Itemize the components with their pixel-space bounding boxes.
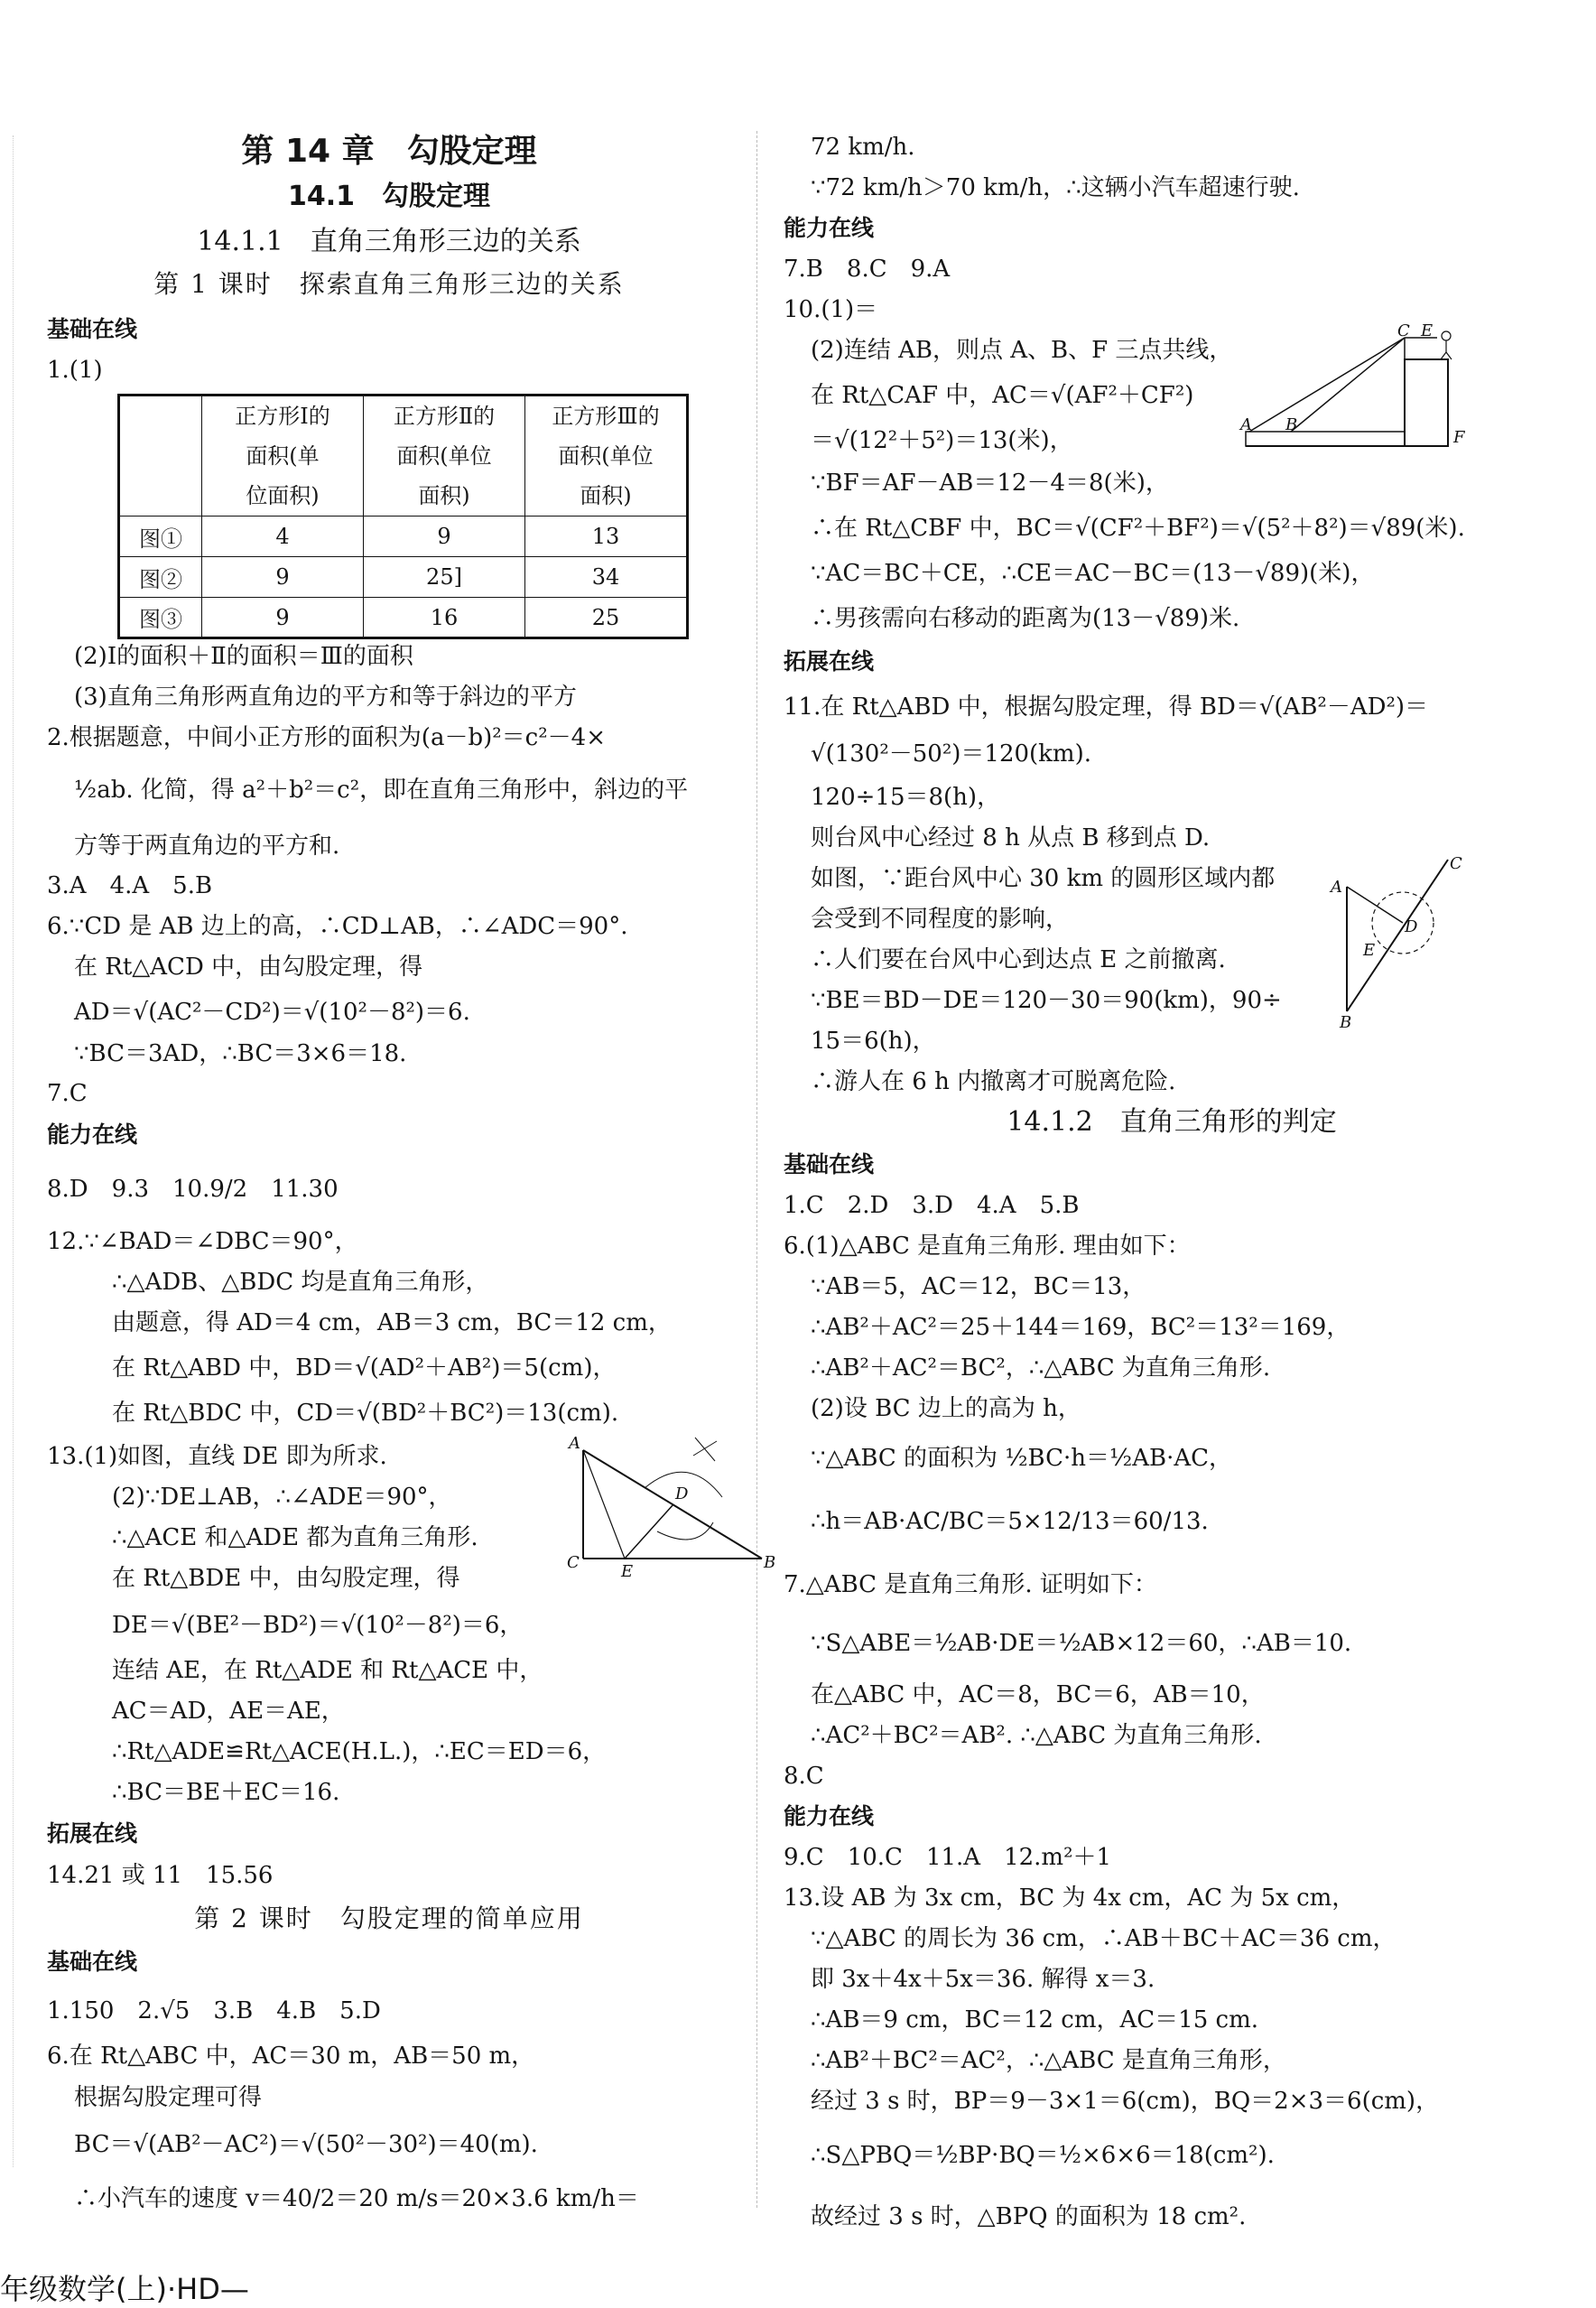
answer-line: ½ab. 化简，得 a²＋b²＝c²，即在直角三角形中，斜边的平 <box>74 777 689 804</box>
point-label: E <box>1363 941 1376 960</box>
answer-line: 2.根据题意，中间小正方形的面积为(a－b)²＝c²－4× <box>47 724 606 751</box>
answer-line: (2)设 BC 边上的高为 h， <box>811 1395 1081 1422</box>
answer-line: 8.C <box>784 1763 824 1790</box>
table-header-cell: 正方形Ⅰ的 面积(单 位面积) <box>202 396 364 517</box>
answer-line: 7.B 8.C 9.A <box>784 256 951 283</box>
table-cell: 图② <box>119 557 202 598</box>
answer-line: 6.在 Rt△ABC 中，AC＝30 m，AB＝50 m， <box>47 2043 535 2070</box>
table-cell: 16 <box>364 598 525 638</box>
chapter-title: 第 14 章 勾股定理 <box>241 133 537 170</box>
answer-line: 12.∵∠BAD＝∠DBC＝90°， <box>47 1228 358 1255</box>
answer-line: ∴人们要在台风中心到达点 E 之前撤离. <box>811 946 1226 973</box>
answer-line: ∵AB＝5，AC＝12，BC＝13， <box>811 1273 1146 1300</box>
point-label: D <box>1405 917 1418 936</box>
answer-line: AD＝√(AC²－CD²)＝√(10²－8²)＝6. <box>74 999 470 1026</box>
answer-line: 6.∵CD 是 AB 边上的高，∴CD⊥AB，∴∠ADC＝90°. <box>47 913 628 940</box>
lesson2-title: 第 2 课时 勾股定理的简单应用 <box>194 1903 584 1933</box>
answer-line: ∵BC＝3AD，∴BC＝3×6＝18. <box>74 1040 407 1067</box>
table-row <box>119 557 688 598</box>
page-footer: 年级数学(上)·HD— <box>0 2272 249 2306</box>
answer-line: ∴S△PBQ＝½BP·BQ＝½×6×6＝18(cm²). <box>811 2142 1275 2169</box>
table-header-row <box>119 396 688 517</box>
point-label: C <box>1450 854 1462 873</box>
section-label-ability: 能力在线 <box>784 215 875 241</box>
answer-line: ∵S△ABE＝½AB·DE＝½AB×12＝60，∴AB＝10. <box>811 1630 1352 1657</box>
answer-line: 7.C <box>47 1080 88 1107</box>
answer-line: 由题意，得 AD＝4 cm，AB＝3 cm，BC＝12 cm， <box>112 1309 672 1336</box>
answer-line: 方等于两直角边的平方和. <box>74 833 340 860</box>
point-label: B <box>1285 415 1298 434</box>
table-cell: 13 <box>525 517 688 557</box>
answer-line: ∴小汽车的速度 v＝40/2＝20 m/s＝20×3.6 km/h＝ <box>74 2185 639 2212</box>
answer-line: 1.C 2.D 3.D 4.A 5.B <box>784 1192 1080 1219</box>
answer-line: 连结 AE，在 Rt△ADE 和 Rt△ACE 中， <box>112 1657 543 1684</box>
table-cell: 图① <box>119 517 202 557</box>
answer-line: ∴AB＝9 cm，BC＝12 cm，AC＝15 cm. <box>811 2006 1258 2033</box>
answer-line: ∴h＝AB·AC/BC＝5×12/13＝60/13. <box>811 1508 1209 1535</box>
answer-line: ∴AC²＋BC²＝AB². ∴△ABC 为直角三角形. <box>811 1722 1262 1749</box>
table-header-cell: 正方形Ⅱ的 面积(单位 面积) <box>364 396 525 517</box>
section-label-ability: 能力在线 <box>784 1803 875 1829</box>
answer-line: 会受到不同程度的影响， <box>811 906 1070 933</box>
point-label: A <box>569 1434 580 1453</box>
column-divider <box>756 131 758 2208</box>
area-table <box>117 394 689 639</box>
answer-line: 在 Rt△BDC 中，CD＝√(BD²＋BC²)＝13(cm). <box>112 1400 619 1427</box>
answer-line: (2)∵DE⊥AB，∴∠ADE＝90°， <box>112 1484 452 1511</box>
point-label: C <box>567 1553 580 1572</box>
answer-line: 在 Rt△BDE 中，由勾股定理，得 <box>112 1565 460 1592</box>
answer-line: ∵BE＝BD－DE＝120－30＝90(km)，90÷ <box>811 987 1282 1014</box>
section-label-basic: 基础在线 <box>47 316 138 342</box>
answer-line: 9.C 10.C 11.A 12.m²＋1 <box>784 1844 1112 1871</box>
table-cell: 25] <box>364 557 525 598</box>
answer-line: 如图，∵距台风中心 30 km 的圆形区域内都 <box>811 865 1276 892</box>
table-cell: 图③ <box>119 598 202 638</box>
typhoon-figure-11 <box>1325 849 1462 1032</box>
answer-line: 72 km/h. <box>811 134 915 161</box>
point-label: D <box>675 1484 689 1503</box>
answer-line: ∴AB²＋BC²＝AC²，∴△ABC 是直角三角形， <box>811 2047 1286 2074</box>
answer-line: √(130²－50²)＝120(km). <box>811 740 1091 768</box>
section-title: 14.1 勾股定理 <box>287 181 491 212</box>
answer-line: ∵AC＝BC＋CE，∴CE＝AC－BC＝(13－√89)(米)， <box>811 560 1375 587</box>
answer-line: 在△ABC 中，AC＝8，BC＝6，AB＝10， <box>811 1681 1265 1708</box>
answer-line: 在 Rt△ACD 中，由勾股定理，得 <box>74 954 423 981</box>
answer-line: DE＝√(BE²－BD²)＝√(10²－8²)＝6， <box>112 1612 524 1639</box>
answer-line: ∵△ABC 的周长为 36 cm，∴AB＋BC＋AC＝36 cm， <box>811 1925 1396 1952</box>
answer-line: 在 Rt△ABD 中，BD＝√(AD²＋AB²)＝5(cm)， <box>112 1354 617 1382</box>
section-label-extension: 拓展在线 <box>47 1820 138 1847</box>
answer-line: (2)Ⅰ的面积＋Ⅱ的面积＝Ⅲ的面积 <box>74 643 413 670</box>
subsection-title: 14.1.1 直角三角形三边的关系 <box>197 226 581 257</box>
section-label-basic: 基础在线 <box>784 1151 875 1177</box>
section-label-extension: 拓展在线 <box>784 648 875 675</box>
table-corner-cell <box>119 396 202 517</box>
answer-line: 根据勾股定理可得 <box>74 2084 263 2111</box>
point-label: B <box>764 1553 776 1572</box>
answer-line: BC＝√(AB²－AC²)＝√(50²－30²)＝40(m). <box>74 2131 538 2158</box>
answer-line: ∵72 km/h＞70 km/h，∴这辆小汽车超速行驶. <box>811 174 1300 201</box>
subsection2-title: 14.1.2 直角三角形的判定 <box>1007 1106 1337 1138</box>
answer-line: ∴游人在 6 h 内撤离才可脱离危险. <box>811 1068 1176 1095</box>
answer-line: 1.150 2.√5 3.B 4.B 5.D <box>47 1997 381 2024</box>
lesson1-title: 第 1 课时 探索直角三角形三边的关系 <box>153 269 625 299</box>
answer-line: ∴△ACE 和△ADE 都为直角三角形. <box>112 1524 478 1551</box>
answer-line: 15＝6(h)， <box>811 1028 936 1055</box>
point-label: C <box>1397 321 1410 340</box>
table-cell: 4 <box>202 517 364 557</box>
table-cell: 34 <box>525 557 688 598</box>
answer-line: ＝√(12²＋5²)＝13(米)， <box>811 427 1073 454</box>
answer-line: ∵△ABC 的面积为 ½BC·h＝½AB·AC， <box>811 1445 1233 1472</box>
table-row <box>119 517 688 557</box>
answer-line: 6.(1)△ABC 是直角三角形. 理由如下： <box>784 1233 1191 1260</box>
answer-line: ∴AB²＋AC²＝BC²，∴△ABC 为直角三角形. <box>811 1354 1271 1382</box>
table-cell: 9 <box>364 517 525 557</box>
table-header-cell: 正方形Ⅲ的 面积(单位 面积) <box>525 396 688 517</box>
answer-line: 1.(1) <box>47 357 103 384</box>
answer-line: ∴AB²＋AC²＝25＋144＝169，BC²＝13²＝169， <box>811 1314 1350 1341</box>
answer-line: 13.(1)如图，直线 DE 即为所求. <box>47 1443 387 1470</box>
answer-line: ∴BC＝BE＋EC＝16. <box>112 1779 340 1806</box>
answer-line: 14.21 或 11 15.56 <box>47 1862 274 1889</box>
answer-line: 则台风中心经过 8 h 从点 B 移到点 D. <box>811 824 1211 852</box>
answer-line: (2)连结 AB，则点 A、B、F 三点共线， <box>811 337 1233 364</box>
answer-line: AC＝AD，AE＝AE， <box>112 1698 345 1725</box>
triangle-figure-13 <box>561 1434 778 1581</box>
answer-line: 经过 3 s 时，BP＝9－3×1＝6(cm)，BQ＝2×3＝6(cm)， <box>811 2088 1440 2115</box>
answer-line: 3.A 4.A 5.B <box>47 872 213 899</box>
answer-line: 7.△ABC 是直角三角形. 证明如下： <box>784 1571 1157 1598</box>
answer-line: ∴男孩需向右移动的距离为(13－√89)米. <box>811 605 1240 632</box>
point-label: E <box>1421 321 1434 340</box>
table-cell: 9 <box>202 598 364 638</box>
left-edge-rule <box>13 135 14 2167</box>
answer-line: ∵BF＝AF－AB＝12－4＝8(米)， <box>811 470 1169 497</box>
table-row <box>119 598 688 638</box>
table-cell: 25 <box>525 598 688 638</box>
answer-line: 13.设 AB 为 3x cm，BC 为 4x cm，AC 为 5x cm， <box>784 1885 1356 1912</box>
table-cell: 9 <box>202 557 364 598</box>
answer-line: 即 3x＋4x＋5x＝36. 解得 x＝3. <box>811 1966 1155 1993</box>
answer-line: 故经过 3 s 时，△BPQ 的面积为 18 cm². <box>811 2203 1247 2230</box>
section-label-basic: 基础在线 <box>47 1949 138 1975</box>
point-label: E <box>621 1562 634 1581</box>
answer-line: ∴Rt△ADE≌Rt△ACE(H.L.)，∴EC＝ED＝6， <box>112 1738 607 1765</box>
answer-line: 在 Rt△CAF 中，AC＝√(AF²＋CF²) <box>811 382 1194 409</box>
answer-line: 11.在 Rt△ABD 中，根据勾股定理，得 BD＝√(AB²－AD²)＝ <box>784 693 1429 721</box>
point-label: B <box>1340 1013 1352 1032</box>
point-label: A <box>1240 415 1252 434</box>
point-label: F <box>1453 428 1465 447</box>
answer-line: (3)直角三角形两直角边的平方和等于斜边的平方 <box>74 684 577 711</box>
answer-line: 10.(1)＝ <box>784 296 878 323</box>
answer-line: 120÷15＝8(h)， <box>811 784 1001 811</box>
ramp-figure-10 <box>1237 321 1468 461</box>
section-label-ability: 能力在线 <box>47 1121 138 1148</box>
answer-line: ∴在 Rt△CBF 中，BC＝√(CF²＋BF²)＝√(5²＋8²)＝√89(米). <box>811 515 1465 542</box>
answer-line: 8.D 9.3 10.9/2 11.30 <box>47 1176 339 1203</box>
point-label: A <box>1331 878 1342 897</box>
answer-line: ∴△ADB、△BDC 均是直角三角形， <box>112 1269 489 1296</box>
